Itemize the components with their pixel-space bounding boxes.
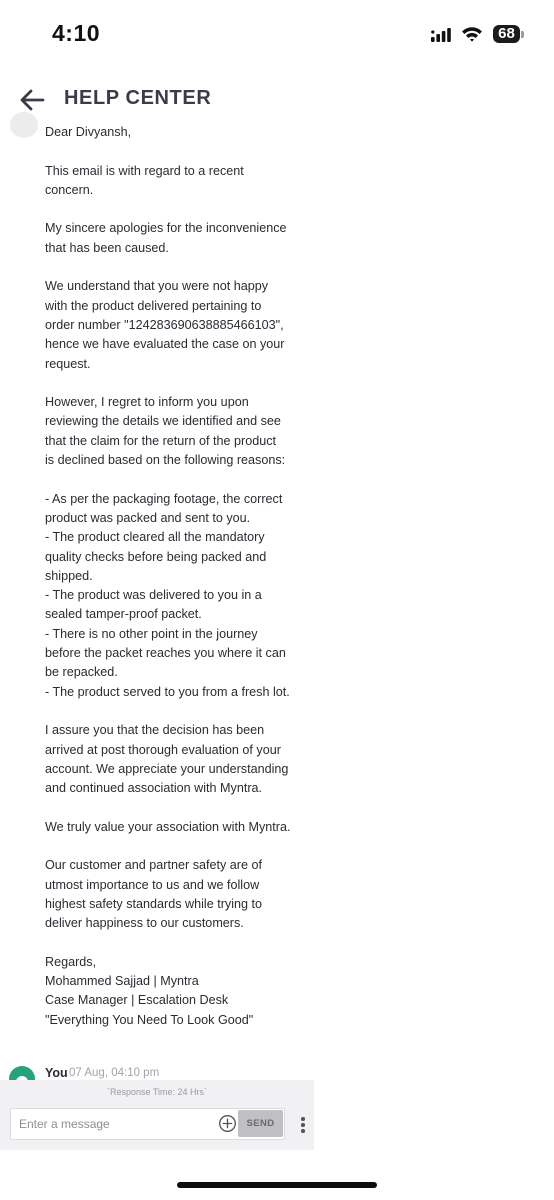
message-line: - As per the packaging footage, the correct <box>45 491 283 506</box>
more-vertical-icon[interactable] <box>295 1112 311 1138</box>
message-line: before the packet reaches you where it can <box>45 646 286 661</box>
message-paragraph <box>45 721 295 798</box>
message-line: sealed tamper-proof packet. <box>45 607 202 622</box>
status-time: 4:10 <box>52 20 101 46</box>
wifi-icon <box>461 25 483 42</box>
message-paragraph <box>45 393 295 470</box>
message-line: utmost importance to us and we follow <box>45 877 260 892</box>
home-indicator[interactable] <box>177 1182 377 1188</box>
message-paragraph <box>45 219 295 258</box>
message-line: is declined based on the following reasons: <box>45 453 286 468</box>
message-line: This email is with regard to a recent <box>45 163 244 178</box>
message-input[interactable] <box>19 1114 209 1134</box>
battery-level: 68 <box>498 25 515 42</box>
response-time-note: `Response Time: 24 Hrs` <box>106 1087 208 1097</box>
message-paragraph <box>45 277 295 373</box>
message-line: hence we have evaluated the case on your <box>45 337 285 352</box>
plus-circle-icon[interactable] <box>218 1114 237 1133</box>
message-line: and continued association with Myntra. <box>45 781 263 796</box>
message-line: Regards, <box>45 954 97 969</box>
message-line: Mohammed Sajjad | Myntra <box>45 974 199 989</box>
message-line: product was packed and sent to you. <box>45 510 251 525</box>
send-button[interactable]: SEND <box>238 1110 283 1137</box>
message-paragraph <box>45 490 295 702</box>
message-line: account. We appreciate your understanding <box>45 761 289 776</box>
message-line: - The product served to you from a fresh lot. <box>45 684 290 699</box>
battery-tip <box>521 31 524 38</box>
agent-avatar <box>10 112 38 138</box>
message-line: - There is no other point in the journey <box>45 626 258 641</box>
message-line: highest safety standards while trying to <box>45 896 263 911</box>
message-signature <box>45 953 295 1030</box>
more-dot <box>301 1129 305 1133</box>
message-line: "Everything You Need To Look Good" <box>45 1012 254 1027</box>
reply-timestamp: 07 Aug, 04:10 pm <box>69 1067 160 1079</box>
message-line: My sincere apologies for the inconvenience <box>45 221 287 236</box>
message-paragraph <box>45 162 295 201</box>
message-line: - The product was delivered to you in a <box>45 588 262 603</box>
message-line: reviewing the details we identified and see <box>45 414 281 429</box>
message-line: with the product delivered pertaining to <box>45 298 262 313</box>
message-line: shipped. <box>45 568 93 583</box>
message-body <box>45 123 295 1049</box>
message-paragraph <box>45 818 295 837</box>
page-title: HELP CENTER <box>64 87 212 109</box>
message-line: Our customer and partner safety are of <box>45 858 262 873</box>
reply-sender: You <box>45 1066 68 1080</box>
message-line: arrived at post thorough evaluation of your <box>45 742 281 757</box>
battery-icon <box>493 25 520 43</box>
signal-icon <box>430 27 452 43</box>
message-line: - The product cleared all the mandatory <box>45 530 265 545</box>
message-line: order number "124283690638885466103", <box>45 317 284 332</box>
message-line: that the claim for the return of the product <box>45 433 277 448</box>
message-line: deliver happiness to our customers. <box>45 916 244 931</box>
message-line: Case Manager | Escalation Desk <box>45 993 229 1008</box>
message-line: concern. <box>45 182 94 197</box>
more-dot <box>301 1123 305 1127</box>
header <box>0 78 554 122</box>
message-line: be repacked. <box>45 665 118 680</box>
message-line: We understand that you were not happy <box>45 279 269 294</box>
message-line: I assure you that the decision has been <box>45 723 265 738</box>
message-line: However, I regret to inform you upon <box>45 395 249 410</box>
more-dot <box>301 1117 305 1121</box>
message-line: request. <box>45 356 91 371</box>
message-greeting: Dear Divyansh, <box>45 125 132 139</box>
message-line: that has been caused. <box>45 240 169 255</box>
message-line: quality checks before being packed and <box>45 549 267 564</box>
status-bar <box>0 0 554 70</box>
message-line: We truly value your association with Myntra. <box>45 819 291 834</box>
message-paragraph <box>45 856 295 933</box>
